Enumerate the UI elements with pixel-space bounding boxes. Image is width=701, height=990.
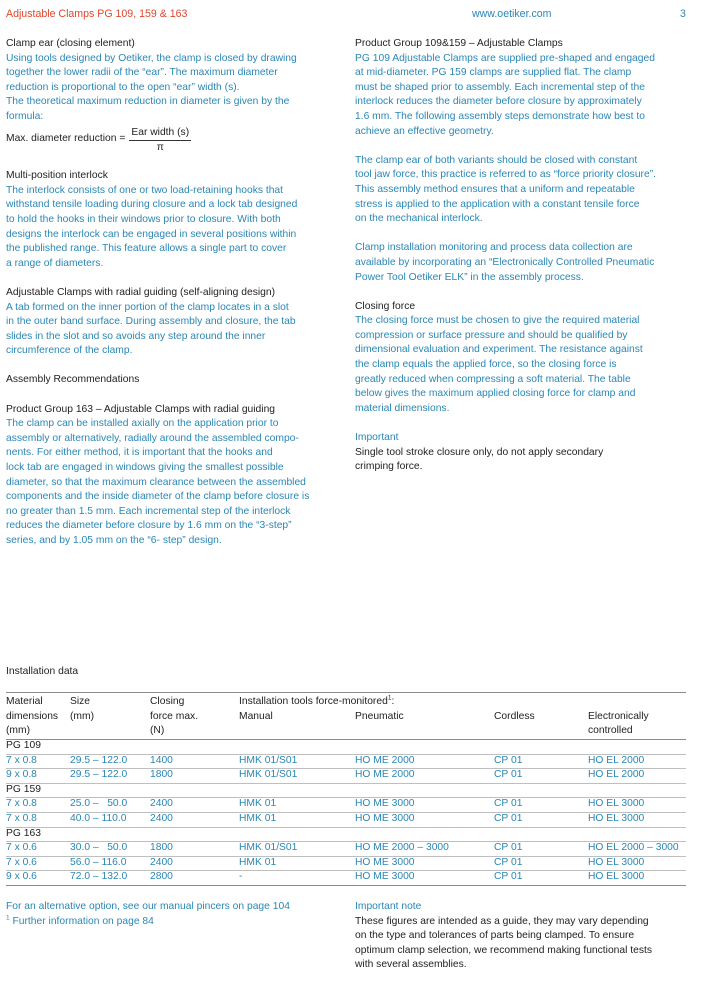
text-line: The clamp ear of both variants should be closed with constant — [355, 154, 638, 166]
text-line: The clamp can be installed axially on the application prior to — [6, 418, 279, 430]
header-url-link[interactable]: www.oetiker.com — [472, 8, 552, 20]
table-cell: HO EL 3000 — [588, 856, 645, 868]
table-cell: HO ME 2000 – 3000 — [355, 842, 449, 854]
monitoring-text — [355, 241, 690, 285]
table-cell: CP 01 — [494, 769, 523, 781]
text-line: These figures are intended as a guide, they may vary depending — [355, 915, 649, 927]
text-line: slides in the slot and so avoids any step around the inner — [6, 330, 266, 342]
pg163-heading: Product Group 163 – Adjustable Clamps with radial guiding — [6, 403, 276, 415]
text-line: assembly or alternatively, radially around the assembled compo- — [6, 432, 299, 444]
text-line: circumference of the clamp. — [6, 345, 133, 357]
footer-notes — [6, 900, 336, 929]
text-line: Single tool stroke closure only, do not apply secondary — [355, 446, 604, 458]
table-rule — [6, 827, 686, 828]
header-tools-group — [239, 695, 394, 710]
text-line: together the lower radii of the “ear”. The maximum diameter — [6, 67, 278, 79]
header-cordless: Cordless — [494, 710, 535, 722]
closing-force-heading: Closing force — [355, 300, 416, 312]
table-cell: HO EL 2000 – 3000 — [588, 842, 679, 854]
text-line: greatly reduced when compressing a soft material. The table — [355, 373, 631, 385]
installation-data-title: Installation data — [6, 666, 79, 677]
text-line: Using tools designed by Oetiker, the clamp is closed by drawing — [6, 52, 297, 64]
table-cell: HO ME 2000 — [355, 754, 415, 766]
table-cell: HO EL 3000 — [588, 813, 645, 824]
text-line: with several assemblies. — [355, 959, 467, 971]
table-cell: HO EL 3000 — [588, 798, 645, 810]
table-rule — [6, 885, 686, 886]
text-line: withstand tensile loading during closure and a lock tab designed — [6, 199, 298, 211]
left-column — [6, 37, 340, 549]
closing-force-text — [355, 314, 690, 416]
table-cell: 29.5 – 122.0 — [70, 754, 128, 766]
table-cell: HO ME 3000 — [355, 856, 415, 868]
clamp-ear-text — [6, 52, 340, 125]
table-cell: HO EL 2000 — [588, 754, 645, 766]
text-line: on the mechanical interlock. — [355, 213, 483, 225]
header-line: (mm) — [6, 725, 31, 737]
tools-group-label: Installation tools force-monitored — [239, 696, 388, 707]
table-rule — [6, 739, 686, 740]
text-line: nents. For either method, it is important that the hooks and — [6, 447, 273, 459]
table-cell: 2400 — [150, 856, 173, 868]
header-manual: Manual — [239, 710, 273, 722]
footnote-text: Further information on page 84 — [9, 915, 154, 927]
formula-label: Max. diameter reduction = — [6, 133, 126, 145]
radial-guiding-text — [6, 301, 340, 359]
header-line: force max. — [150, 710, 199, 722]
table-cell: HO EL 2000 — [588, 769, 645, 781]
table-cell: 7 x 0.6 — [6, 842, 37, 854]
text-line: reduction is proportional to the open “ear” width (s). — [6, 81, 240, 93]
table-cell: 7 x 0.6 — [6, 856, 37, 868]
clamp-ear-heading: Clamp ear (closing element) — [6, 38, 135, 49]
right-column — [355, 37, 690, 475]
table-cell: 29.5 – 122.0 — [70, 769, 128, 781]
table-rule — [6, 783, 686, 784]
header-line: dimensions — [6, 710, 59, 722]
force-priority-text — [355, 154, 690, 227]
table-cell: 2400 — [150, 798, 173, 810]
text-line: designs the interlock can be engaged in several positions within — [6, 228, 297, 240]
table-cell: 9 x 0.6 — [6, 871, 37, 883]
text-line: material dimensions. — [355, 402, 450, 414]
text-line: the published range. This feature allows a single part to cover — [6, 243, 287, 255]
table-cell: CP 01 — [494, 842, 523, 854]
text-line: formula: — [6, 110, 44, 122]
table-cell: 40.0 – 110.0 — [70, 813, 127, 824]
header-line: controlled — [588, 725, 633, 737]
table-cell: HO ME 2000 — [355, 769, 415, 781]
table-cell: HO EL 3000 — [588, 871, 645, 883]
text-line: PG 109 Adjustable Clamps are supplied pre-shaped and engaged — [355, 52, 655, 64]
text-line: lock tab are engaged in windows giving the smallest possible — [6, 462, 284, 474]
table-cell: 1800 — [150, 769, 173, 781]
table-cell: HMK 01/S01 — [239, 769, 298, 781]
table-cell: CP 01 — [494, 813, 523, 824]
header-closing-force — [150, 695, 198, 739]
text-line: compression or surface pressure and should be qualified by — [355, 329, 628, 341]
header-line: Electronically — [588, 710, 649, 722]
text-line: dimensional evaluation and experiment. The resistance against — [355, 344, 643, 356]
important-heading: Important — [355, 432, 399, 444]
alternative-option-note: For an alternative option, see our manual pincers on page 104 — [6, 901, 290, 912]
table-cell: HMK 01/S01 — [239, 842, 298, 854]
text-line: achieve an effective geometry. — [355, 125, 494, 137]
header-pneumatic: Pneumatic — [355, 710, 404, 722]
text-line: crimping force. — [355, 461, 423, 473]
header-line: Material — [6, 696, 43, 707]
table-cell: HO ME 3000 — [355, 798, 415, 810]
table-cell: 72.0 – 132.0 — [70, 871, 128, 883]
text-line: Clamp installation monitoring and process data collection are — [355, 242, 633, 254]
footnote-marker: 1 — [6, 914, 10, 922]
text-line: at mid-diameter. PG 159 clamps are supplied flat. The clamp — [355, 67, 632, 79]
table-cell: 9 x 0.8 — [6, 769, 37, 781]
text-line: the clamp equals the applied force, so the closing force is — [355, 359, 617, 371]
pg163-text — [6, 417, 340, 548]
text-line: A tab formed on the inner portion of the clamp locates in a slot — [6, 301, 289, 313]
interlock-heading: Multi-position interlock — [6, 170, 108, 182]
text-line: a range of diameters. — [6, 257, 104, 269]
header-line: (mm) — [70, 710, 95, 722]
text-line: no greater than 1.5 mm. Each incremental step of the interlock — [6, 505, 291, 517]
table-cell: 56.0 – 116.0 — [70, 856, 127, 868]
table-cell: CP 01 — [494, 754, 523, 766]
text-line: The theoretical maximum reduction in diameter is given by the — [6, 96, 290, 108]
table-cell: HMK 01 — [239, 856, 277, 868]
pg109-159-heading: Product Group 109&159 – Adjustable Clamps — [355, 38, 563, 49]
table-cell: CP 01 — [494, 798, 523, 810]
table-cell: 7 x 0.8 — [6, 754, 37, 766]
radial-guiding-heading: Adjustable Clamps with radial guiding (self-aligning design) — [6, 286, 276, 298]
text-line: must be shaped prior to assembly. Each incremental step of the — [355, 81, 645, 93]
diameter-formula — [6, 125, 340, 155]
table-cell: CP 01 — [494, 871, 523, 883]
text-line: The closing force must be chosen to give the required material — [355, 315, 640, 327]
important-text — [355, 446, 690, 475]
table-cell: HO ME 3000 — [355, 871, 415, 883]
header-line: Closing — [150, 696, 185, 707]
group-label: PG 159 — [6, 783, 41, 795]
text-line: reduces the diameter before closure by 1.6 mm on the “3-step” — [6, 520, 292, 532]
text-line: in the outer band surface. During assembly and closure, the tab — [6, 316, 296, 328]
page-number: 3 — [680, 8, 686, 20]
assembly-recommendations-heading: Assembly Recommendations — [6, 374, 140, 386]
tools-group-colon: : — [391, 696, 395, 707]
formula-fraction — [129, 126, 191, 154]
header-electronically-controlled — [588, 710, 649, 739]
header-size — [70, 695, 94, 724]
text-line: to hold the hooks in their windows prior to closure. With both — [6, 213, 281, 225]
table-cell: 1400 — [150, 754, 173, 766]
table-cell: HO ME 3000 — [355, 813, 415, 824]
text-line: Power Tool Oetiker ELK” in the assembly process. — [355, 271, 584, 283]
text-line: stress is applied to the application with a constant tensile force — [355, 198, 640, 210]
table-cell: HMK 01/S01 — [239, 754, 298, 766]
interlock-text — [6, 184, 340, 272]
text-line: series, and by 1.05 mm on the “6- step” design. — [6, 535, 222, 546]
group-label: PG 109 — [6, 740, 41, 751]
header-line: Size — [70, 696, 91, 707]
text-line: below gives the maximum applied closing force for clamp and — [355, 388, 636, 400]
text-line: on the type and tolerances of parts being clamped. To ensure — [355, 930, 635, 942]
table-cell: 30.0 – 50.0 — [70, 842, 128, 854]
table-cell: 25.0 – 50.0 — [70, 798, 128, 810]
important-note-heading: Important note — [355, 901, 422, 912]
text-line: tool jaw force, this practice is referred to as “force priority closure”. — [355, 169, 657, 181]
table-cell: 2400 — [150, 813, 173, 824]
table-cell: HMK 01 — [239, 813, 277, 824]
header-title: Adjustable Clamps PG 109, 159 & 163 — [6, 8, 188, 20]
table-cell: 7 x 0.8 — [6, 798, 37, 810]
formula-numerator: Ear width (s) — [129, 126, 191, 141]
text-line: 1.6 mm. The following assembly steps demonstrate how best to — [355, 110, 645, 122]
text-line: optimum clamp selection, we recommend making functional tests — [355, 944, 653, 956]
table-cell: HMK 01 — [239, 798, 277, 810]
table-cell: 1800 — [150, 842, 173, 854]
text-line: interlock reduces the diameter before closure by approximately — [355, 96, 642, 108]
footnote-marker: 1 — [387, 694, 392, 702]
table-cell: 2800 — [150, 871, 173, 883]
text-line: components and the inside diameter of the clamp before closure is — [6, 491, 310, 503]
text-line: This assembly method ensures that a uniform and repeatable — [355, 183, 635, 195]
pg109-159-text — [355, 52, 690, 140]
formula-denominator: π — [156, 141, 164, 153]
table-cell: 7 x 0.8 — [6, 813, 37, 824]
text-line: The interlock consists of one or two load-retaining hooks that — [6, 184, 284, 196]
text-line: available by incorporating an “Electronically Controlled Pneumatic — [355, 256, 655, 268]
group-label: PG 163 — [6, 827, 41, 839]
text-line: diameter, so that the maximum clearance between the assembled — [6, 476, 306, 488]
table-top-rule — [6, 692, 686, 693]
table-cell: - — [239, 871, 243, 883]
table-cell: CP 01 — [494, 856, 523, 868]
important-note — [355, 900, 690, 973]
header-material — [6, 695, 58, 739]
header-line: (N) — [150, 725, 165, 737]
footnote-line — [6, 915, 336, 930]
